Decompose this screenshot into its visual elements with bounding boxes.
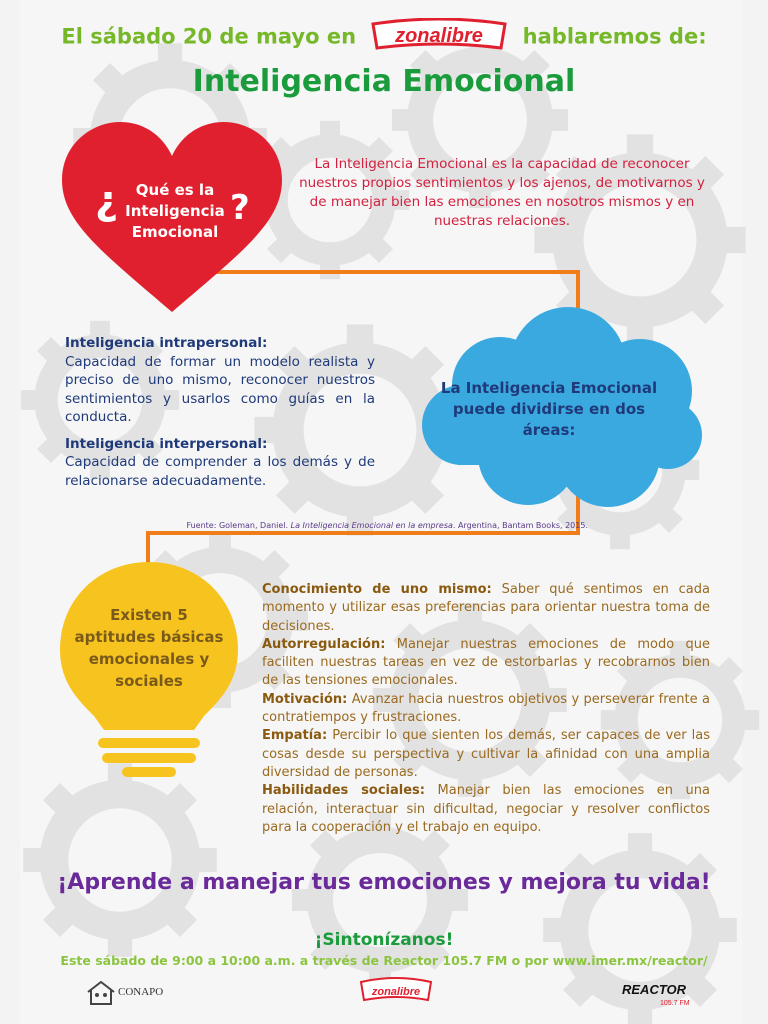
skill-item [262, 581, 710, 636]
reactor-logo-text: REACTOR [622, 982, 687, 997]
source-prefix: Fuente: Goleman, Daniel. [186, 521, 289, 530]
definition-text: La Inteligencia Emocional es la capacidad de reconocer nuestros propios sentimientos y los ajenos, de motivarnos y de manejar bien las emociones en nosotros mismos y en nuestras relaciones. [299, 156, 705, 229]
bulb-text: Existen 5 aptitudes básicas emocionales y sociales [74, 606, 224, 690]
reactor-logo [620, 978, 700, 1008]
source-suffix: . Argentina, Bantam Books, 2015. [452, 521, 588, 530]
footer-zonalibre-text: zonalibre [371, 986, 421, 998]
skill-item [262, 727, 710, 782]
intelligence-types [65, 334, 375, 490]
header [0, 18, 768, 57]
cloud-text: La Inteligencia Emocional puede dividirse en dos áreas: [440, 379, 658, 439]
skill-text: Saber qué sentimos en cada momento y utilizar esas preferencias para orientar nuestra toma de decisiones. [262, 582, 710, 634]
header-after: hablaremos de: [522, 24, 707, 49]
header-before: El sábado 20 de mayo en [61, 24, 357, 49]
skill-label: Conocimiento de uno mismo: [262, 582, 492, 597]
skill-text: Percibir lo que sienten los demás, ser capaces de ver las cosas desde su perspectiva y cultivar la afinidad con una amplia diversidad de personas. [262, 728, 710, 780]
skill-text: Avanzar hacia nuestros objetivos y perseverar frente a contratiempos y frustraciones. [262, 691, 710, 726]
footer-zonalibre-logo [358, 976, 434, 1004]
source-book: La Inteligencia Emocional en la empresa [290, 521, 453, 530]
zonalibre-logo [369, 18, 509, 57]
skill-text: Manejar nuestras emociones de modo que faciliten nuestras tareas en vez de estorbarlas y recobrarnos bien de las tensiones emocionales. [262, 636, 710, 689]
tune-in-heading: ¡Sintonízanos! [314, 930, 454, 950]
source-citation [148, 521, 588, 530]
conapo-house-icon [86, 980, 116, 1006]
interpersonal-label: Inteligencia interpersonal: [65, 435, 268, 452]
page-title: Inteligencia Emocional [192, 64, 576, 99]
skill-item [262, 691, 710, 728]
skill-label: Autorregulación: [262, 636, 386, 652]
interpersonal-text: Capacidad de comprender a los demás y de relacionarse adecuadamente. [65, 454, 375, 489]
schedule-text: Este sábado de 9:00 a 10:00 a.m. a través de Reactor 105.7 FM o por www.imer.mx/reactor/ [60, 953, 708, 968]
skill-label: Habilidades sociales: [262, 783, 425, 799]
slogan: ¡Aprende a manejar tus emociones y mejora tu vida! [57, 870, 711, 895]
skill-label: Motivación: [262, 691, 348, 707]
skills-list [262, 581, 710, 837]
reactor-freq-text: 105.7 FM [660, 1000, 690, 1007]
skill-item [262, 782, 710, 837]
conapo-logo-text: CONAPO [118, 986, 164, 998]
zonalibre-logo-text: zonalibre [395, 25, 484, 47]
skill-label: Empatía: [262, 728, 328, 744]
heart-open-question: ¿ [95, 178, 119, 224]
conapo-logo [86, 980, 186, 1012]
heart-text: Qué es la Inteligencia Emocional [125, 181, 225, 241]
intrapersonal-label: Inteligencia intrapersonal: [65, 335, 268, 351]
intrapersonal-text: Capacidad de formar un modelo realista y preciso de uno mismo, reconocer nuestros sentimientos y usarlos como guías en la conducta. [65, 353, 375, 425]
intrapersonal-block [65, 334, 375, 427]
skill-item [262, 636, 710, 691]
interpersonal-block [65, 435, 375, 491]
skill-text: Manejar bien las emociones en una relación, interactuar sin dificultad, negociar y resolver conflictos para la cooperación y el trabajo en equipo. [262, 783, 710, 835]
heart-close-question: ? [230, 188, 250, 228]
